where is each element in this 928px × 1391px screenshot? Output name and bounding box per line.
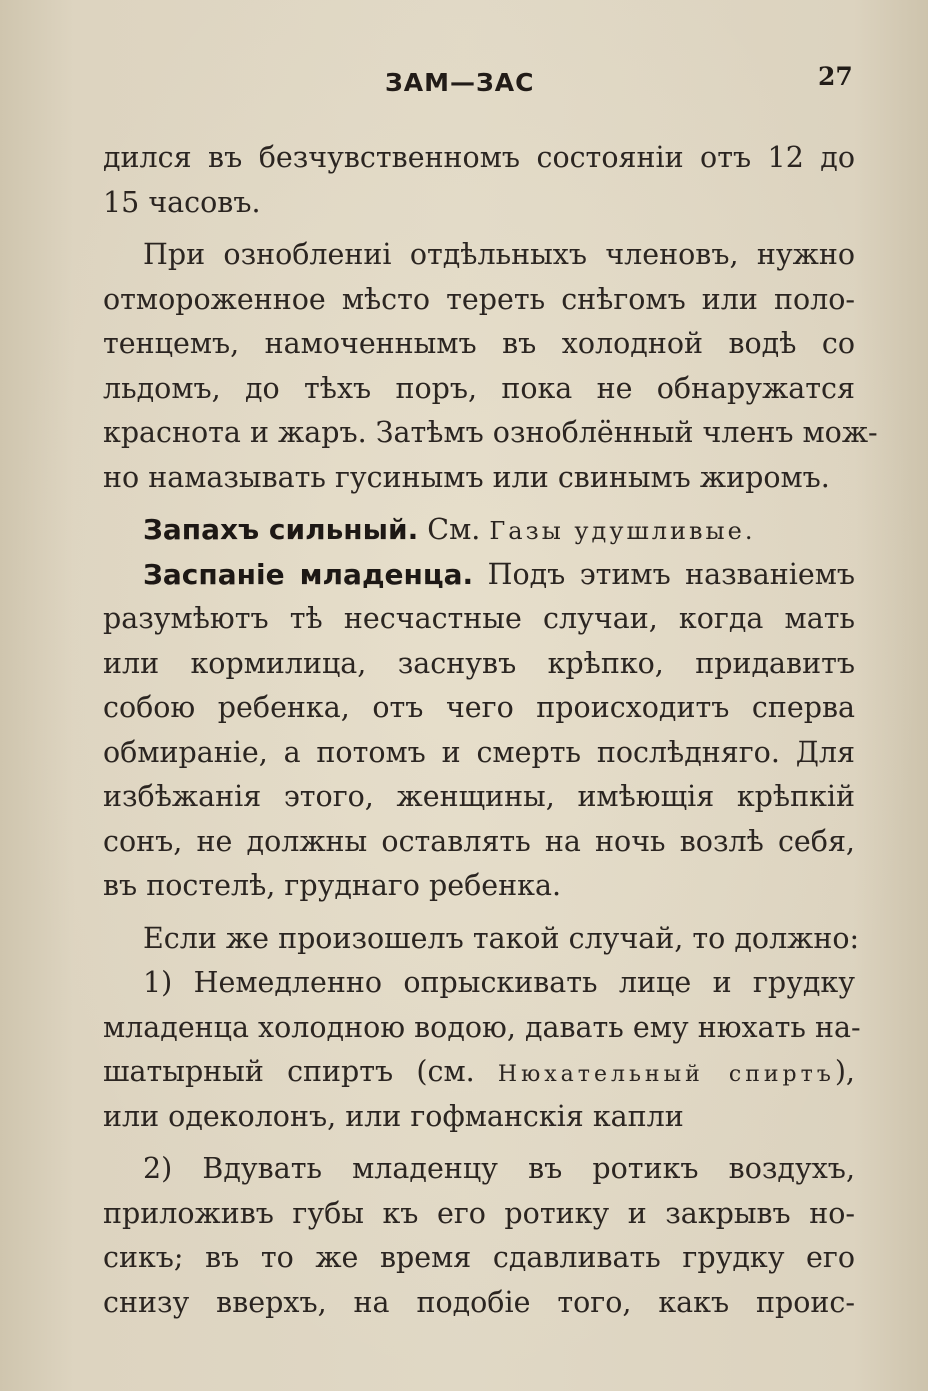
text-line: въ постелѣ, груднаго ребенка.	[103, 869, 562, 902]
text-line: приложивъ губы къ его ротику и закрывъ но-	[103, 1196, 855, 1230]
text-fragment: ),	[834, 1055, 855, 1088]
cross-reference: Газы удушливые.	[489, 517, 756, 545]
body-text	[103, 136, 878, 1325]
text-line: или кормилица, заснувъ крѣпко, придавитъ	[103, 646, 855, 680]
text-line: 15 часовъ.	[103, 185, 261, 219]
running-head: ЗАМ—ЗАС	[385, 68, 535, 97]
cross-reference: Нюхательный спиртъ	[497, 1062, 835, 1087]
text-line: краснота и жаръ. Затѣмъ озноблённый членъ мож-	[103, 416, 878, 449]
text-line: При озноблениi отдѣльныхъ членовъ, нужно	[143, 238, 855, 271]
numbered-item-line: 1) Немедленно опрыскивать лице и грудку	[143, 966, 855, 999]
text-line: Если же произошелъ такой случай, то должно:	[143, 921, 860, 955]
entry-term: Запахъ сильный.	[143, 513, 419, 546]
dictionary-entry	[103, 508, 855, 553]
text-line: снизу вверхъ, на подобiе того, какъ проис-	[103, 1285, 855, 1319]
entry-lead-text: Подъ этимъ названiемъ	[487, 557, 855, 591]
text-line: младенца холодною водою, давать ему нюхать на-	[103, 1010, 861, 1044]
page-header	[0, 62, 928, 108]
text-line: сонъ, не должны оставлять на ночь возлѣ себя,	[103, 824, 855, 858]
text-fragment: шатырный спиртъ (см.	[103, 1055, 475, 1088]
text-line-with-reference	[103, 1050, 855, 1095]
text-line: обмиранiе, а потомъ и смерть послѣдняго. Для	[103, 735, 855, 769]
see-reference-label: См.	[427, 513, 481, 546]
text-line: тенцемъ, намоченнымъ въ холодной водѣ со	[103, 327, 855, 360]
text-line: но намазывать гусинымъ или свинымъ жиромъ.	[103, 460, 830, 494]
text-line: сикъ; въ то же время сдавливать грудку его	[103, 1241, 855, 1274]
dictionary-entry	[103, 553, 855, 598]
text-line: отмороженное мѣсто тереть снѣгомъ или поло-	[103, 282, 855, 316]
text-line: разумѣютъ тѣ несчастные случаи, когда мать	[103, 602, 855, 635]
entry-term: Заспанiе младенца.	[143, 557, 474, 591]
text-line: дился въ безчувственномъ состоянiи отъ 12 до	[103, 141, 855, 174]
text-line: собою ребенка, отъ чего происходитъ сперва	[103, 691, 855, 724]
text-line: или одеколонъ, или гофманскiя капли	[103, 1099, 684, 1133]
text-line: льдомъ, до тѣхъ поръ, пока не обнаружатся	[103, 371, 855, 405]
numbered-item-line: 2) Вдувать младенцу въ ротикъ воздухъ,	[143, 1152, 855, 1185]
page-number: 27	[818, 62, 853, 91]
text-line: избѣжанiя этого, женщины, имѣющiя крѣпкiй	[103, 780, 855, 813]
